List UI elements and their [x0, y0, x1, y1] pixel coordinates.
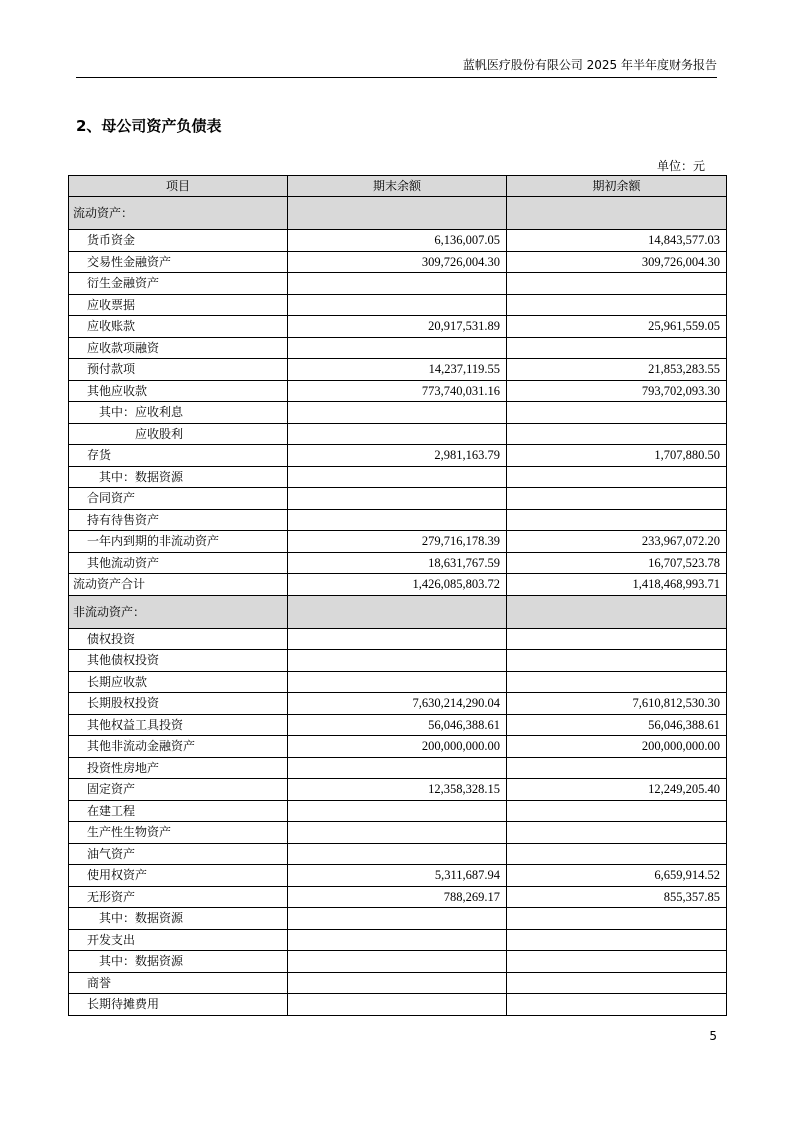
row-end-balance	[288, 509, 507, 531]
table-row	[69, 628, 727, 650]
row-item-name: 其他权益工具投资	[69, 714, 288, 736]
row-end-balance	[288, 273, 507, 295]
table-row	[69, 380, 727, 402]
table-row	[69, 574, 727, 596]
table-row	[69, 714, 727, 736]
table-row	[69, 972, 727, 994]
row-begin-balance: 25,961,559.05	[507, 316, 727, 338]
table-body	[69, 197, 727, 1016]
row-begin-balance	[507, 402, 727, 424]
row-end-balance: 6,136,007.05	[288, 230, 507, 252]
row-begin-balance: 6,659,914.52	[507, 865, 727, 887]
row-item-name: 投资性房地产	[69, 757, 288, 779]
row-begin-balance	[507, 628, 727, 650]
row-begin-balance	[507, 994, 727, 1016]
row-item-name: 债权投资	[69, 628, 288, 650]
page-header	[76, 57, 717, 78]
table-row	[69, 531, 727, 553]
table-row	[69, 693, 727, 715]
column-header-end-balance: 期末余额	[288, 176, 507, 197]
row-begin-balance: 200,000,000.00	[507, 736, 727, 758]
table-row	[69, 779, 727, 801]
row-begin-balance	[507, 273, 727, 295]
row-end-balance	[288, 197, 507, 230]
row-begin-balance	[507, 951, 727, 973]
table-row	[69, 951, 727, 973]
row-item-name: 油气资产	[69, 843, 288, 865]
row-begin-balance	[507, 843, 727, 865]
row-item-name: 长期应收款	[69, 671, 288, 693]
row-end-balance	[288, 951, 507, 973]
row-begin-balance	[507, 929, 727, 951]
row-end-balance: 788,269.17	[288, 886, 507, 908]
row-end-balance	[288, 800, 507, 822]
table-row	[69, 251, 727, 273]
table-row	[69, 671, 727, 693]
table-row	[69, 359, 727, 381]
table-row	[69, 800, 727, 822]
row-item-name: 合同资产	[69, 488, 288, 510]
row-item-name: 非流动资产：	[69, 595, 288, 628]
row-item-name: 商誉	[69, 972, 288, 994]
row-end-balance	[288, 908, 507, 930]
row-item-name: 应收票据	[69, 294, 288, 316]
row-end-balance	[288, 466, 507, 488]
row-end-balance: 1,426,085,803.72	[288, 574, 507, 596]
row-item-name: 应收账款	[69, 316, 288, 338]
table-row	[69, 865, 727, 887]
row-item-name: 固定资产	[69, 779, 288, 801]
table-row	[69, 466, 727, 488]
row-item-name: 其他非流动金融资产	[69, 736, 288, 758]
row-item-name: 其他债权投资	[69, 650, 288, 672]
balance-sheet-table	[68, 175, 727, 1016]
row-begin-balance	[507, 671, 727, 693]
row-begin-balance	[507, 488, 727, 510]
row-end-balance	[288, 972, 507, 994]
row-begin-balance: 14,843,577.03	[507, 230, 727, 252]
row-end-balance	[288, 423, 507, 445]
row-item-name: 流动资产合计	[69, 574, 288, 596]
unit-label: 单位：元	[656, 159, 705, 173]
row-item-name: 衍生金融资产	[69, 273, 288, 295]
row-begin-balance	[507, 595, 727, 628]
table-row	[69, 843, 727, 865]
row-begin-balance: 793,702,093.30	[507, 380, 727, 402]
row-end-balance: 773,740,031.16	[288, 380, 507, 402]
table-row	[69, 423, 727, 445]
row-end-balance	[288, 671, 507, 693]
section-title: 2、母公司资产负债表	[76, 117, 222, 135]
row-end-balance	[288, 843, 507, 865]
row-end-balance	[288, 402, 507, 424]
row-item-name: 应收款项融资	[69, 337, 288, 359]
row-item-name: 无形资产	[69, 886, 288, 908]
table-row	[69, 757, 727, 779]
row-begin-balance: 855,357.85	[507, 886, 727, 908]
table-row	[69, 650, 727, 672]
row-end-balance: 279,716,178.39	[288, 531, 507, 553]
row-begin-balance	[507, 197, 727, 230]
section-row	[69, 595, 727, 628]
row-begin-balance	[507, 650, 727, 672]
table-row	[69, 445, 727, 467]
row-end-balance: 20,917,531.89	[288, 316, 507, 338]
row-item-name: 开发支出	[69, 929, 288, 951]
row-item-name: 预付款项	[69, 359, 288, 381]
row-begin-balance: 233,967,072.20	[507, 531, 727, 553]
table-row	[69, 402, 727, 424]
row-begin-balance	[507, 423, 727, 445]
row-end-balance: 18,631,767.59	[288, 552, 507, 574]
table-row	[69, 294, 727, 316]
row-end-balance	[288, 595, 507, 628]
row-begin-balance	[507, 509, 727, 531]
row-item-name: 其中：应收利息	[69, 402, 288, 424]
row-begin-balance: 1,707,880.50	[507, 445, 727, 467]
table-row	[69, 736, 727, 758]
table-row	[69, 509, 727, 531]
table-row	[69, 994, 727, 1016]
row-end-balance	[288, 294, 507, 316]
row-begin-balance	[507, 972, 727, 994]
table-row	[69, 929, 727, 951]
table-row	[69, 886, 727, 908]
row-begin-balance	[507, 337, 727, 359]
row-end-balance	[288, 994, 507, 1016]
row-begin-balance: 7,610,812,530.30	[507, 693, 727, 715]
row-end-balance	[288, 929, 507, 951]
table-row	[69, 230, 727, 252]
row-end-balance	[288, 650, 507, 672]
row-end-balance	[288, 628, 507, 650]
row-begin-balance: 12,249,205.40	[507, 779, 727, 801]
row-end-balance	[288, 337, 507, 359]
row-item-name: 应收股利	[69, 423, 288, 445]
row-begin-balance: 16,707,523.78	[507, 552, 727, 574]
row-end-balance: 200,000,000.00	[288, 736, 507, 758]
row-item-name: 货币资金	[69, 230, 288, 252]
row-begin-balance	[507, 908, 727, 930]
row-item-name: 其中：数据资源	[69, 908, 288, 930]
table-row	[69, 316, 727, 338]
section-row	[69, 197, 727, 230]
row-item-name: 在建工程	[69, 800, 288, 822]
row-begin-balance	[507, 466, 727, 488]
row-item-name: 长期待摊费用	[69, 994, 288, 1016]
row-end-balance: 12,358,328.15	[288, 779, 507, 801]
row-item-name: 其他流动资产	[69, 552, 288, 574]
row-item-name: 持有待售资产	[69, 509, 288, 531]
row-end-balance	[288, 488, 507, 510]
report-title: 蓝帆医疗股份有限公司 2025 年半年度财务报告	[462, 58, 717, 72]
row-item-name: 其他应收款	[69, 380, 288, 402]
column-header-begin-balance: 期初余额	[507, 176, 727, 197]
row-begin-balance	[507, 294, 727, 316]
row-item-name: 使用权资产	[69, 865, 288, 887]
table-row	[69, 337, 727, 359]
page-number: 5	[709, 1029, 717, 1043]
row-item-name: 其中：数据资源	[69, 466, 288, 488]
row-end-balance: 5,311,687.94	[288, 865, 507, 887]
row-begin-balance	[507, 800, 727, 822]
table-row	[69, 488, 727, 510]
row-end-balance	[288, 822, 507, 844]
table-row	[69, 552, 727, 574]
row-item-name: 长期股权投资	[69, 693, 288, 715]
row-end-balance: 309,726,004.30	[288, 251, 507, 273]
row-end-balance	[288, 757, 507, 779]
row-end-balance: 56,046,388.61	[288, 714, 507, 736]
table-row	[69, 822, 727, 844]
table-row	[69, 908, 727, 930]
row-begin-balance: 21,853,283.55	[507, 359, 727, 381]
row-begin-balance: 56,046,388.61	[507, 714, 727, 736]
row-item-name: 生产性生物资产	[69, 822, 288, 844]
row-item-name: 一年内到期的非流动资产	[69, 531, 288, 553]
row-item-name: 存货	[69, 445, 288, 467]
table-row	[69, 273, 727, 295]
row-item-name: 其中：数据资源	[69, 951, 288, 973]
row-item-name: 交易性金融资产	[69, 251, 288, 273]
row-begin-balance: 1,418,468,993.71	[507, 574, 727, 596]
row-end-balance: 7,630,214,290.04	[288, 693, 507, 715]
table-header-row	[69, 176, 727, 197]
row-end-balance: 14,237,119.55	[288, 359, 507, 381]
row-end-balance: 2,981,163.79	[288, 445, 507, 467]
row-item-name: 流动资产：	[69, 197, 288, 230]
row-begin-balance	[507, 757, 727, 779]
row-begin-balance	[507, 822, 727, 844]
column-header-item: 项目	[69, 176, 288, 197]
row-begin-balance: 309,726,004.30	[507, 251, 727, 273]
